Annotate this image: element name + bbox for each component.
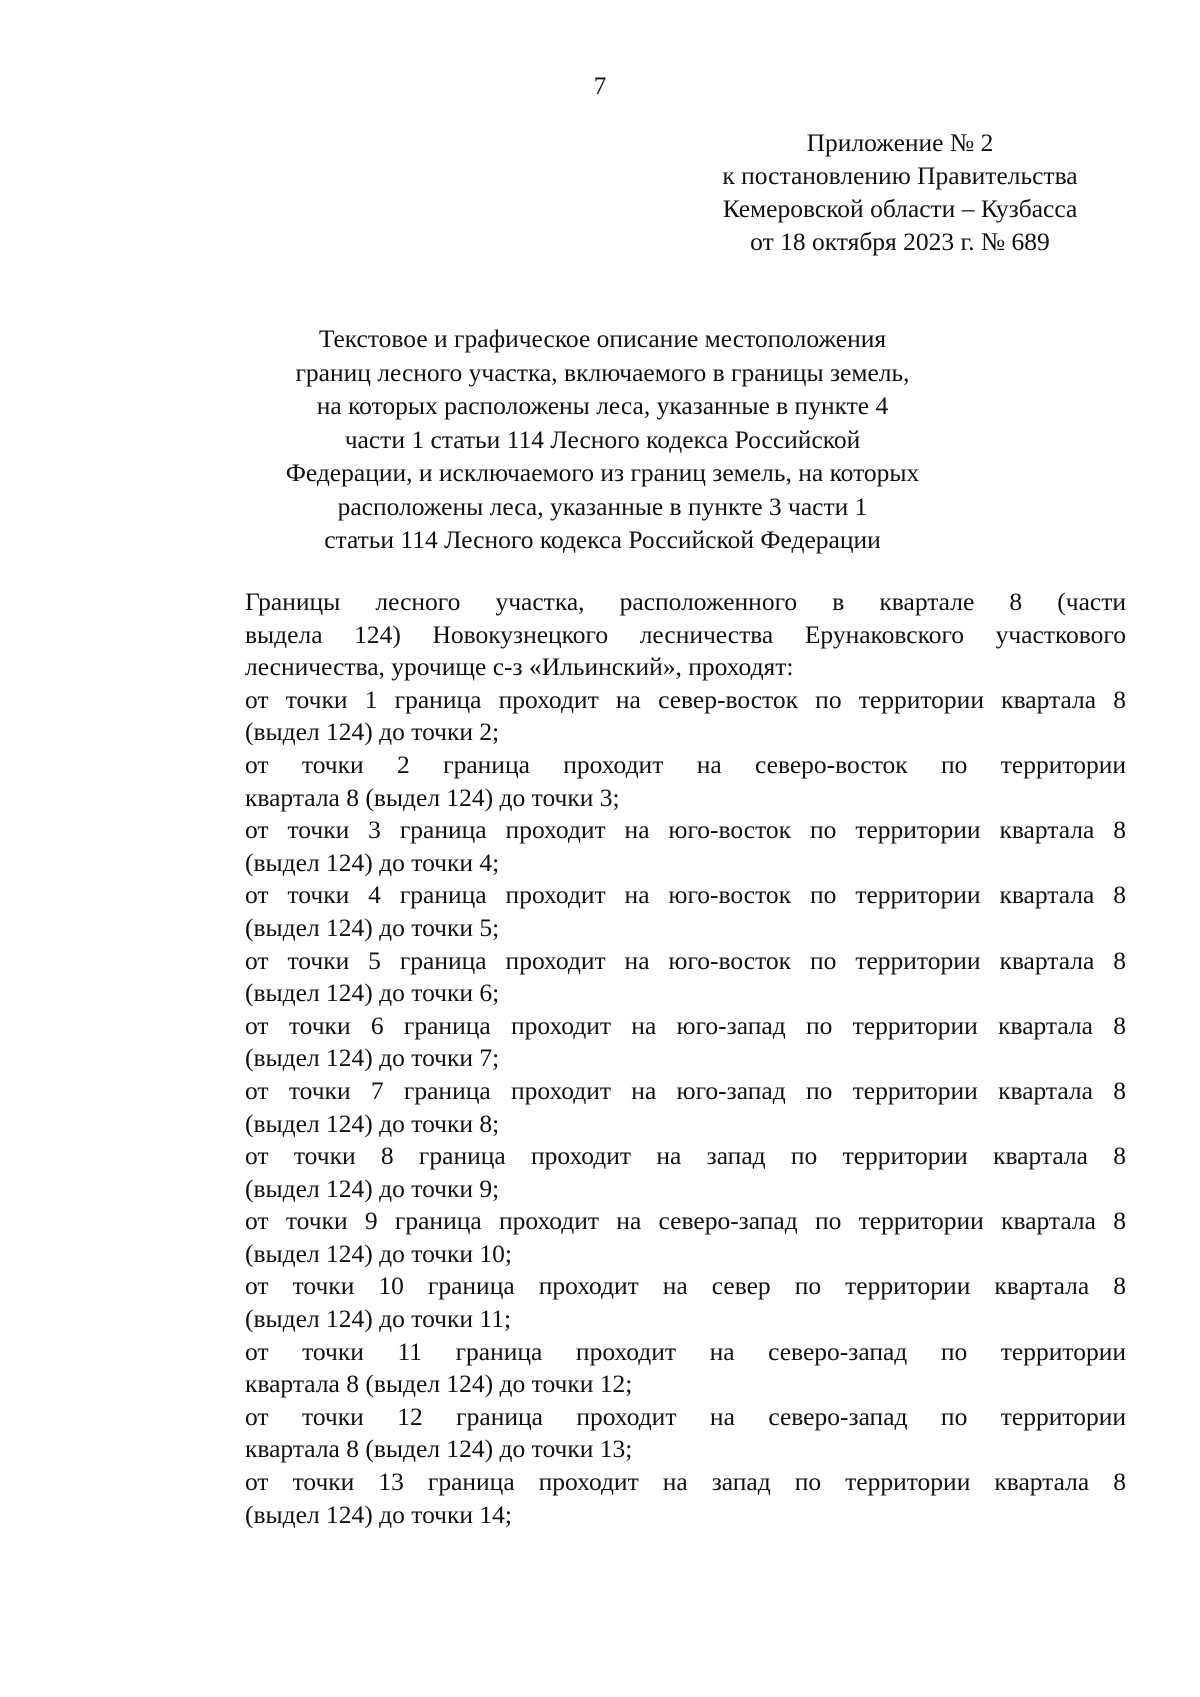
boundary-line: (выдел 124) до точки 11;: [245, 1304, 512, 1334]
boundary-line: квартала 8 (выдел 124) до точки 12;: [245, 1369, 633, 1399]
boundary-line: от точки 3 граница проходит на юго-восток по территории квартала 8: [245, 815, 1126, 845]
appendix-header: [680, 126, 1120, 258]
document-title: [220, 322, 985, 557]
title-line: Текстовое и графическое описание местоположения: [318, 324, 887, 353]
boundary-line: от точки 7 граница проходит на юго-запад по территории квартала 8: [245, 1075, 1126, 1105]
boundary-line: от точки 10 граница проходит на север по территории квартала 8: [245, 1271, 1126, 1301]
title-line: границ лесного участка, включаемого в границы земель,: [295, 357, 910, 387]
boundary-line: от точки 1 граница проходит на север-восток по территории квартала 8: [245, 684, 1126, 714]
body-text: [172, 586, 1126, 1531]
boundary-paragraph: [172, 814, 1126, 879]
boundary-line: от точки 11 граница проходит на северо-запад по территории: [245, 1336, 1126, 1366]
appendix-line: к постановлению Правительства: [722, 161, 1078, 190]
boundary-paragraph: [172, 879, 1126, 944]
page-number: 7: [593, 73, 607, 100]
appendix-line: Кемеровской области – Кузбасса: [722, 194, 1078, 223]
boundary-line: от точки 9 граница проходит на северо-запад по территории квартала 8: [245, 1206, 1126, 1236]
boundary-line: (выдел 124) до точки 6;: [245, 978, 500, 1008]
boundary-line: от точки 5 граница проходит на юго-восток по территории квартала 8: [245, 945, 1126, 975]
boundary-line: квартала 8 (выдел 124) до точки 13;: [245, 1434, 633, 1464]
boundary-line: от точки 8 граница проходит на запад по территории квартала 8: [245, 1141, 1126, 1171]
boundary-paragraph: [172, 1075, 1126, 1140]
boundary-paragraph: [172, 1336, 1126, 1401]
boundary-paragraph: [172, 1140, 1126, 1205]
boundary-line: (выдел 124) до точки 5;: [245, 912, 500, 942]
boundary-paragraph: [172, 749, 1126, 814]
intro-line: Границы лесного участка, расположенного в квартале 8 (части: [245, 587, 1126, 616]
intro-paragraph: [172, 586, 1126, 684]
boundary-line: (выдел 124) до точки 4;: [245, 847, 500, 877]
boundary-line: (выдел 124) до точки 2;: [245, 717, 500, 747]
boundary-paragraph: [172, 684, 1126, 749]
appendix-line: от 18 октября 2023 г. № 689: [750, 227, 1050, 256]
boundary-line: от точки 13 граница проходит на запад по территории квартала 8: [245, 1467, 1126, 1497]
boundary-line: от точки 2 граница проходит на северо-восток по территории: [245, 749, 1126, 779]
boundary-line: (выдел 124) до точки 7;: [245, 1043, 500, 1073]
title-line: на которых расположены леса, указанные в пункте 4: [316, 391, 889, 420]
title-line: Федерации, и исключаемого из границ земель, на которых: [285, 458, 920, 487]
boundary-paragraph: [172, 1401, 1126, 1466]
boundary-line: квартала 8 (выдел 124) до точки 3;: [245, 782, 620, 812]
title-line: статьи 114 Лесного кодекса Российской Федерации: [324, 525, 881, 554]
boundary-line: (выдел 124) до точки 8;: [245, 1108, 500, 1138]
boundary-line: от точки 6 граница проходит на юго-запад по территории квартала 8: [245, 1010, 1126, 1040]
boundary-paragraph: [172, 1205, 1126, 1270]
appendix-line: Приложение № 2: [806, 128, 994, 157]
title-line: части 1 статьи 114 Лесного кодекса Российской: [344, 424, 861, 454]
boundary-line: (выдел 124) до точки 9;: [245, 1173, 500, 1203]
boundary-line: от точки 12 граница проходит на северо-запад по территории: [245, 1401, 1126, 1431]
boundary-line: (выдел 124) до точки 10;: [245, 1238, 512, 1268]
title-line: расположены леса, указанные в пункте 3 части 1: [337, 491, 868, 521]
intro-line: выдела 124) Новокузнецкого лесничества Ерунаковского участкового: [245, 619, 1126, 649]
boundary-paragraph: [172, 1466, 1126, 1531]
boundary-paragraph: [172, 945, 1126, 1010]
boundary-paragraph: [172, 1010, 1126, 1075]
boundary-line: от точки 4 граница проходит на юго-восток по территории квартала 8: [245, 880, 1126, 910]
boundary-line: (выдел 124) до точки 14;: [245, 1499, 512, 1529]
intro-line: лесничества, урочище с-з «Ильинский», проходят:: [245, 652, 794, 682]
boundary-paragraph: [172, 1270, 1126, 1335]
